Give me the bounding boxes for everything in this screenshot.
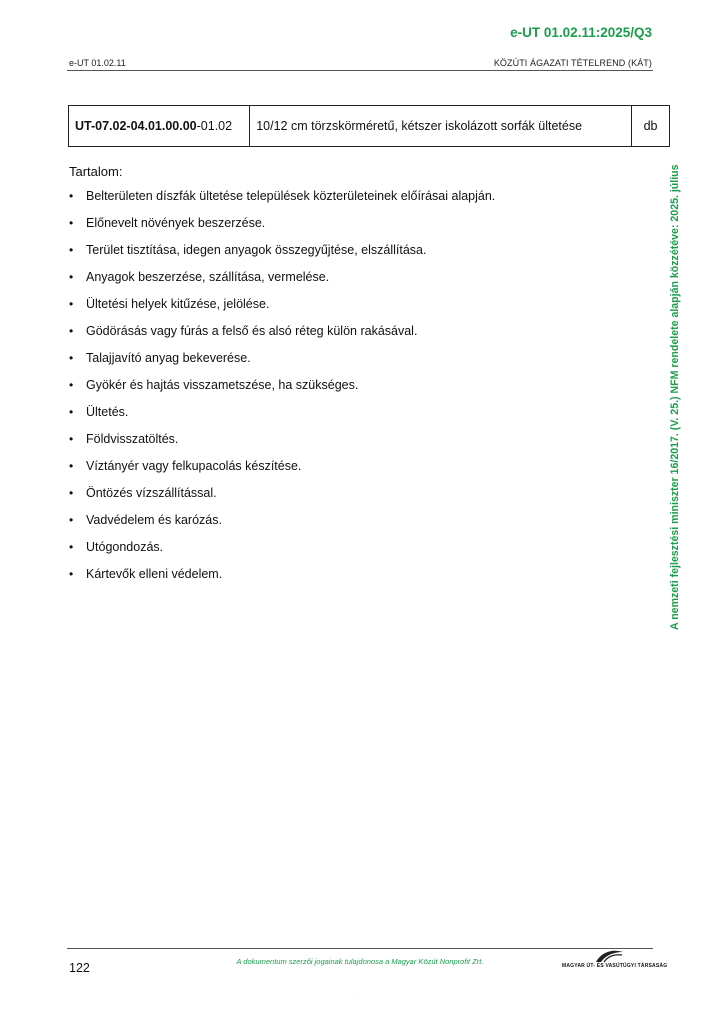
list-item-text: Ültetési helyek kitűzése, jelölése.	[86, 297, 270, 311]
list-item	[69, 459, 495, 486]
item-code-main: UT-07.02-04.01.00.00	[75, 119, 197, 133]
content-label: Tartalom:	[69, 164, 123, 179]
list-item-text: Utógondozás.	[86, 540, 164, 554]
list-item	[69, 351, 495, 378]
list-item	[69, 270, 495, 297]
header-left-label: e-UT 01.02.11	[69, 58, 126, 68]
copyright-notice: A dokumentum szerzői jogainak tulajdonosa a Magyar Közút Nonprofit Zrt.	[236, 957, 484, 966]
list-item-text: Anyagok beszerzése, szállítása, vermelése.	[86, 270, 330, 284]
list-item-text: Víztányér vagy felkupacolás készítése.	[86, 459, 302, 473]
list-item-text: Gyökér és hajtás visszametszése, ha szükséges.	[86, 378, 359, 392]
item-code-suffix: -01.02	[196, 119, 233, 133]
content-list	[69, 189, 495, 594]
vertical-publication-note: A nemzeti fejlesztési miniszter 16/2017. (V. 25.) NFM rendelete alapján közzétéve: 2025. július	[669, 164, 681, 630]
item-table	[68, 105, 670, 147]
list-item-text: Belterületen díszfák ültetése települések közterületeinek előírásai alapján.	[86, 189, 496, 203]
item-row	[69, 106, 670, 147]
road-logo-icon	[594, 948, 624, 963]
bullet-icon: •	[69, 513, 74, 527]
bullet-icon: •	[69, 351, 74, 365]
header-divider	[67, 70, 653, 71]
list-item-text: Előnevelt növények beszerzése.	[86, 216, 266, 230]
bullet-icon: •	[69, 432, 74, 446]
list-item-text: Földvisszatöltés.	[86, 432, 179, 446]
bullet-icon: •	[69, 243, 74, 257]
list-item	[69, 297, 495, 324]
bullet-icon: •	[69, 324, 74, 338]
bullet-icon: •	[69, 270, 74, 284]
list-item	[69, 540, 495, 567]
item-code-cell	[69, 106, 250, 147]
bullet-icon: •	[69, 486, 74, 500]
list-item	[69, 486, 495, 513]
list-item	[69, 243, 495, 270]
bullet-icon: •	[69, 459, 74, 473]
list-item	[69, 567, 495, 594]
scan-mark: ·	[358, 995, 360, 1001]
list-item-text: Öntözés vízszállítással.	[86, 486, 217, 500]
bullet-icon: •	[69, 378, 74, 392]
bullet-icon: •	[69, 540, 74, 554]
list-item	[69, 189, 495, 216]
bullet-icon: •	[69, 297, 74, 311]
list-item	[69, 432, 495, 459]
bullet-icon: •	[69, 216, 74, 230]
bullet-icon: •	[69, 405, 74, 419]
item-unit: db	[632, 106, 670, 147]
list-item-text: Vadvédelem és karózás.	[86, 513, 222, 527]
list-item	[69, 216, 495, 243]
logo-text: MAGYAR ÚT- ÉS VASÚTÜGYI TÁRSASÁG	[562, 963, 668, 969]
page-number: 122	[69, 961, 90, 975]
company-logo	[562, 948, 668, 972]
document-code: e-UT 01.02.11:2025/Q3	[510, 25, 652, 40]
header-right-label: KÖZÚTI ÁGAZATI TÉTELREND (KÁT)	[493, 58, 652, 68]
bullet-icon: •	[69, 189, 74, 203]
item-description: 10/12 cm törzskörméretű, kétszer iskolázott sorfák ültetése	[250, 106, 632, 147]
list-item	[69, 324, 495, 351]
list-item-text: Terület tisztítása, idegen anyagok összegyűjtése, elszállítása.	[86, 243, 427, 257]
list-item-text: Talajjavító anyag bekeverése.	[86, 351, 251, 365]
list-item	[69, 378, 495, 405]
list-item	[69, 513, 495, 540]
list-item-text: Kártevők elleni védelem.	[86, 567, 223, 581]
list-item-text: Ültetés.	[86, 405, 129, 419]
bullet-icon: •	[69, 567, 74, 581]
list-item-text: Gödörásás vagy fúrás a felső és alsó réteg külön rakásával.	[86, 324, 418, 338]
list-item	[69, 405, 495, 432]
